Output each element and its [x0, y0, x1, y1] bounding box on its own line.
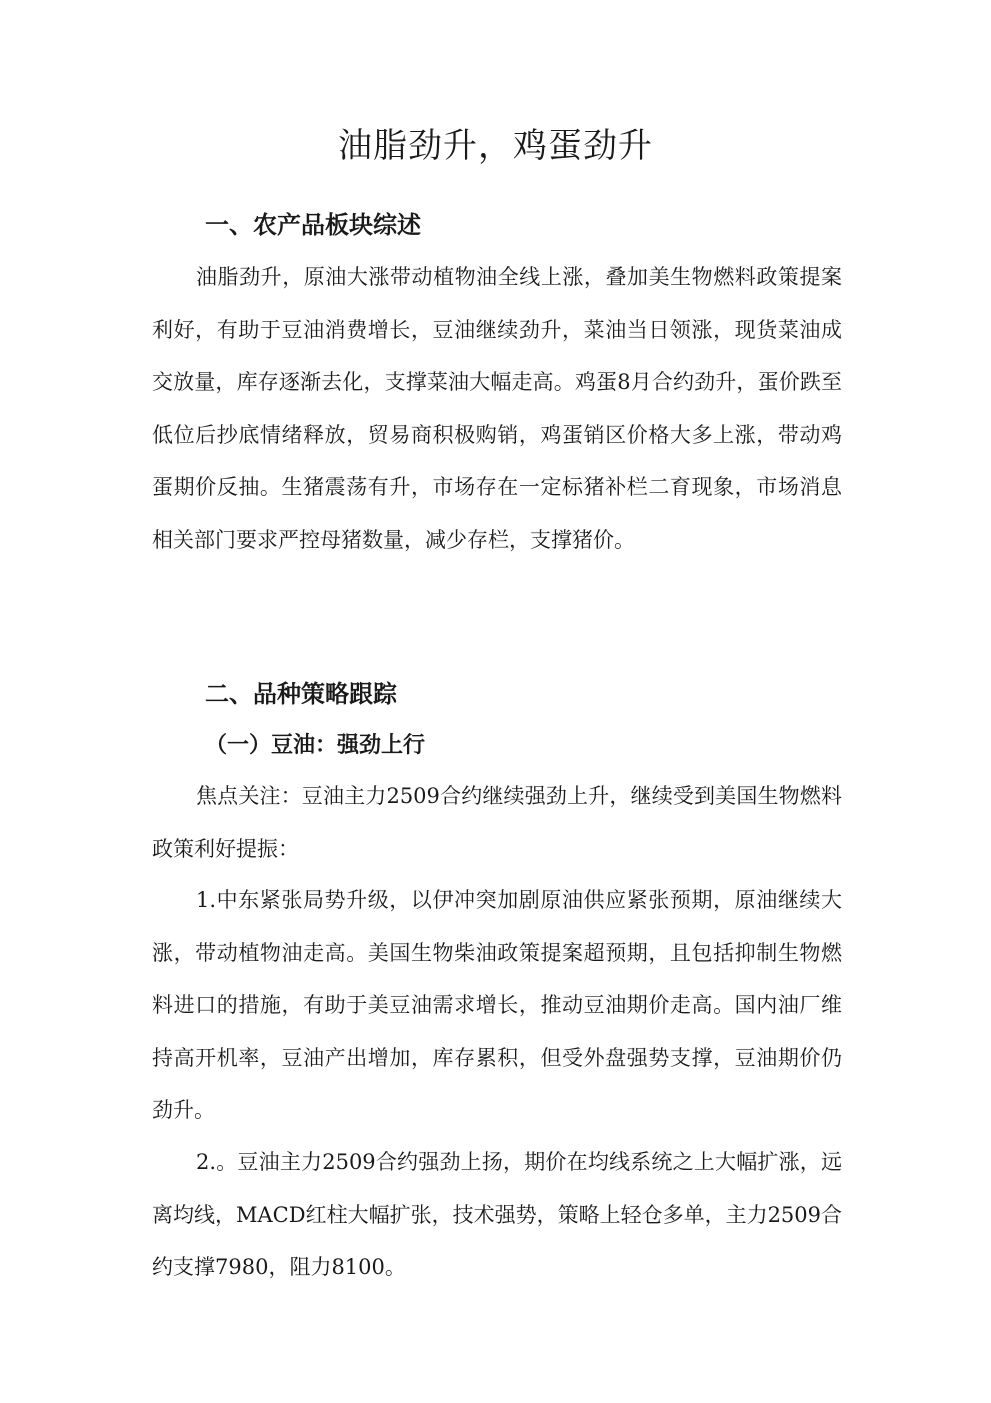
document-title: 油脂劲升，鸡蛋劲升	[338, 126, 653, 166]
section1-heading: 一、农产品板块综述	[205, 210, 421, 239]
point-1-paragraph: 1.中东紧张局势升级，以伊冲突加剧原油供应紧张预期，原油继续大涨，带动植物油走高。美国生物柴油政策提案超预期，且包括抑制生物燃料进口的措施，有助于美豆油需求增长，推动豆油期价走高。国内油厂维持高开机率，豆油产出增加，库存累积，但受外盘强势支撑，豆油期价仍劲升。	[152, 888, 842, 1122]
soybean-oil-subheading: （一）豆油：强劲上行	[205, 732, 426, 758]
focus-paragraph: 焦点关注：豆油主力2509合约继续强劲上升，继续受到美国生物燃料政策利好提振：	[152, 784, 842, 861]
point-2-paragraph: 2.。豆油主力2509合约强劲上扬，期价在均线系统之上大幅扩涨，远离均线，MACD红柱大幅扩张，技术强势，策略上轻仓多单，主力2509合约支撑7980，阻力8100。	[152, 1150, 843, 1279]
section2-heading: 二、品种策略跟踪	[205, 679, 397, 708]
section1-paragraph: 油脂劲升，原油大涨带动植物油全线上涨，叠加美生物燃料政策提案利好，有助于豆油消费增长，豆油继续劲升，菜油当日领涨，现货菜油成交放量，库存逐渐去化，支撑菜油大幅走高。鸡蛋8月合约劲升，蛋价跌至低位后抄底情绪释放，贸易商积极购销，鸡蛋销区价格大多上涨，带动鸡蛋期价反抽。生猪震荡有升，市场存在一定标猪补栏二育现象，市场消息相关部门要求严控母猪数量，减少存栏，支撑猪价。	[152, 265, 842, 552]
